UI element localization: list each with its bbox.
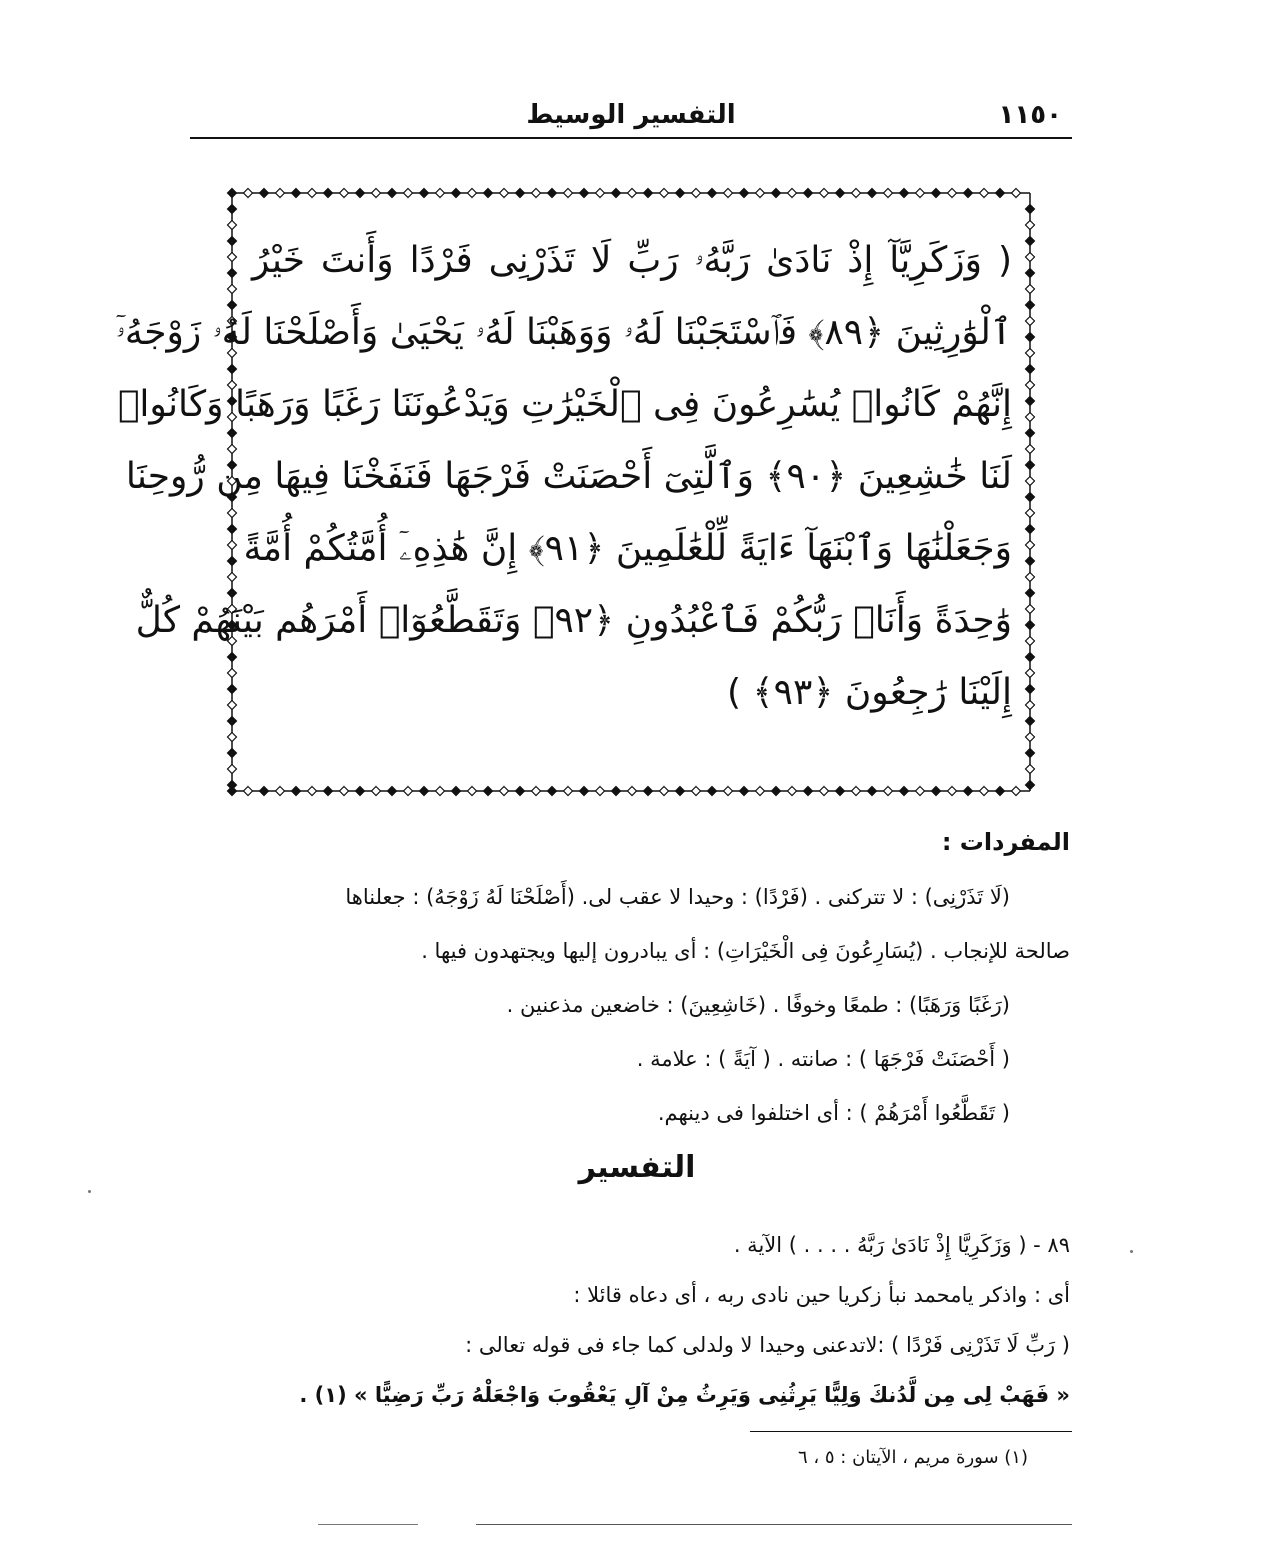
tafsir-block xyxy=(200,1220,1070,1420)
vocabulary-block xyxy=(200,870,1070,1140)
page-number: ١١٥٠ xyxy=(998,100,1062,130)
tafsir-line: ٨٩ - ( وَزَكَرِيَّا إِذْ نَادَىٰ رَبَّهُ . . . . ) الآية . xyxy=(733,1233,1070,1257)
footnote: (١) سورة مريم ، الآيتان : ٥ ، ٦ xyxy=(797,1447,1028,1468)
tafsir-line: ( رَبِّ لَا تَذَرْنِى فَرْدًا ) :لاتدعنى وحيدا لا ولدلى كما جاء فى قوله تعالى : xyxy=(465,1333,1070,1357)
verse-line: إِلَيْنَا رَٰجِعُونَ ﴿٩٣﴾ ) xyxy=(727,672,1012,713)
quran-verses-block xyxy=(115,225,1012,729)
verse-line: ( وَزَكَرِيَّآ إِذْ نَادَىٰ رَبَّهُۥ رَبِّ لَا تَذَرْنِى فَرْدًا وَأَنتَ خَيْرُ xyxy=(252,240,1012,281)
verse-line: ٱلْوَٰرِثِينَ ﴿٨٩﴾ فَٱسْتَجَبْنَا لَهُۥ وَوَهَبْنَا لَهُۥ يَحْيَىٰ وَأَصْلَحْنَا لَهُۥ زَوْجَهُۥٓ xyxy=(115,312,1012,353)
vocabulary-line: (لَا تَذَرْنِى) : لا تتركنى . (فَرْدًا) : وحيدا لا عقب لى. (أَصْلَحْنَا لَهُ زَوْجَهُ) : جعلناها xyxy=(345,885,1010,909)
tafsir-heading: التفسير xyxy=(578,1150,696,1185)
verse-line: إِنَّهُمْ كَانُوا۟ يُسَٰرِعُونَ فِى ٱلْخَيْرَٰتِ وَيَدْعُونَنَا رَغَبًا وَرَهَبًا وَكَانُوا۟ xyxy=(117,384,1012,425)
bottom-rule xyxy=(476,1524,1072,1525)
tafsir-line: أى : واذكر يامحمد نبأ زكريا حين نادى ربه ، أى دعاه قائلا : xyxy=(573,1283,1070,1307)
verse-line: لَنَا خَٰشِعِينَ ﴿٩٠﴾ وَٱلَّتِىٓ أَحْصَنَتْ فَرْجَهَا فَنَفَخْنَا فِيهَا مِن رُّوحِنَا xyxy=(125,456,1012,497)
scan-speck xyxy=(1130,1250,1133,1253)
verse-line: وَجَعَلْنَٰهَا وَٱبْنَهَآ ءَايَةً لِّلْعَٰلَمِينَ ﴿٩١﴾ إِنَّ هَٰذِهِۦٓ أُمَّتُكُمْ أُمَّةً xyxy=(243,528,1012,569)
vocabulary-line: صالحة للإنجاب . (يُسَارِعُونَ فِى الْخَيْرَاتِ) : أى يبادرون إليها ويجتهدون فيها . xyxy=(421,939,1070,963)
vocabulary-line: (رَغَبًا وَرَهَبًا) : طمعًا وخوفًا . (خَاشِعِينَ) : خاضعين مذعنين . xyxy=(506,993,1010,1017)
footnote-rule xyxy=(750,1431,1072,1432)
scan-speck xyxy=(88,1190,91,1193)
vocabulary-heading: المفردات : xyxy=(941,828,1070,856)
vocabulary-line: ( تَقَطَّعُوا أَمْرَهُمْ ) : أى اختلفوا فى دينهم. xyxy=(657,1101,1010,1125)
header-rule xyxy=(190,137,1072,139)
tafsir-quote-line: « فَهَبْ لِى مِن لَّدُنكَ وَلِيًّا يَرِثُنِى وَيَرِثُ مِنْ آلِ يَعْقُوبَ وَاجْعَلْهُ رَبِّ رَضِيًّا » (١) . xyxy=(299,1383,1070,1407)
page-header xyxy=(190,100,1072,136)
book-title: التفسير الوسيط xyxy=(526,100,736,130)
bottom-rule xyxy=(318,1524,418,1525)
verse-line: وَٰحِدَةً وَأَنَا۠ رَبُّكُمْ فَٱعْبُدُونِ ﴿٩٢﴾ وَتَقَطَّعُوٓا۟ أَمْرَهُم بَيْنَهُمْ كُلٌّ xyxy=(135,600,1012,641)
vocabulary-line: ( أَحْصَنَتْ فَرْجَهَا ) : صانته . ( آيَةً ) : علامة . xyxy=(636,1047,1010,1071)
